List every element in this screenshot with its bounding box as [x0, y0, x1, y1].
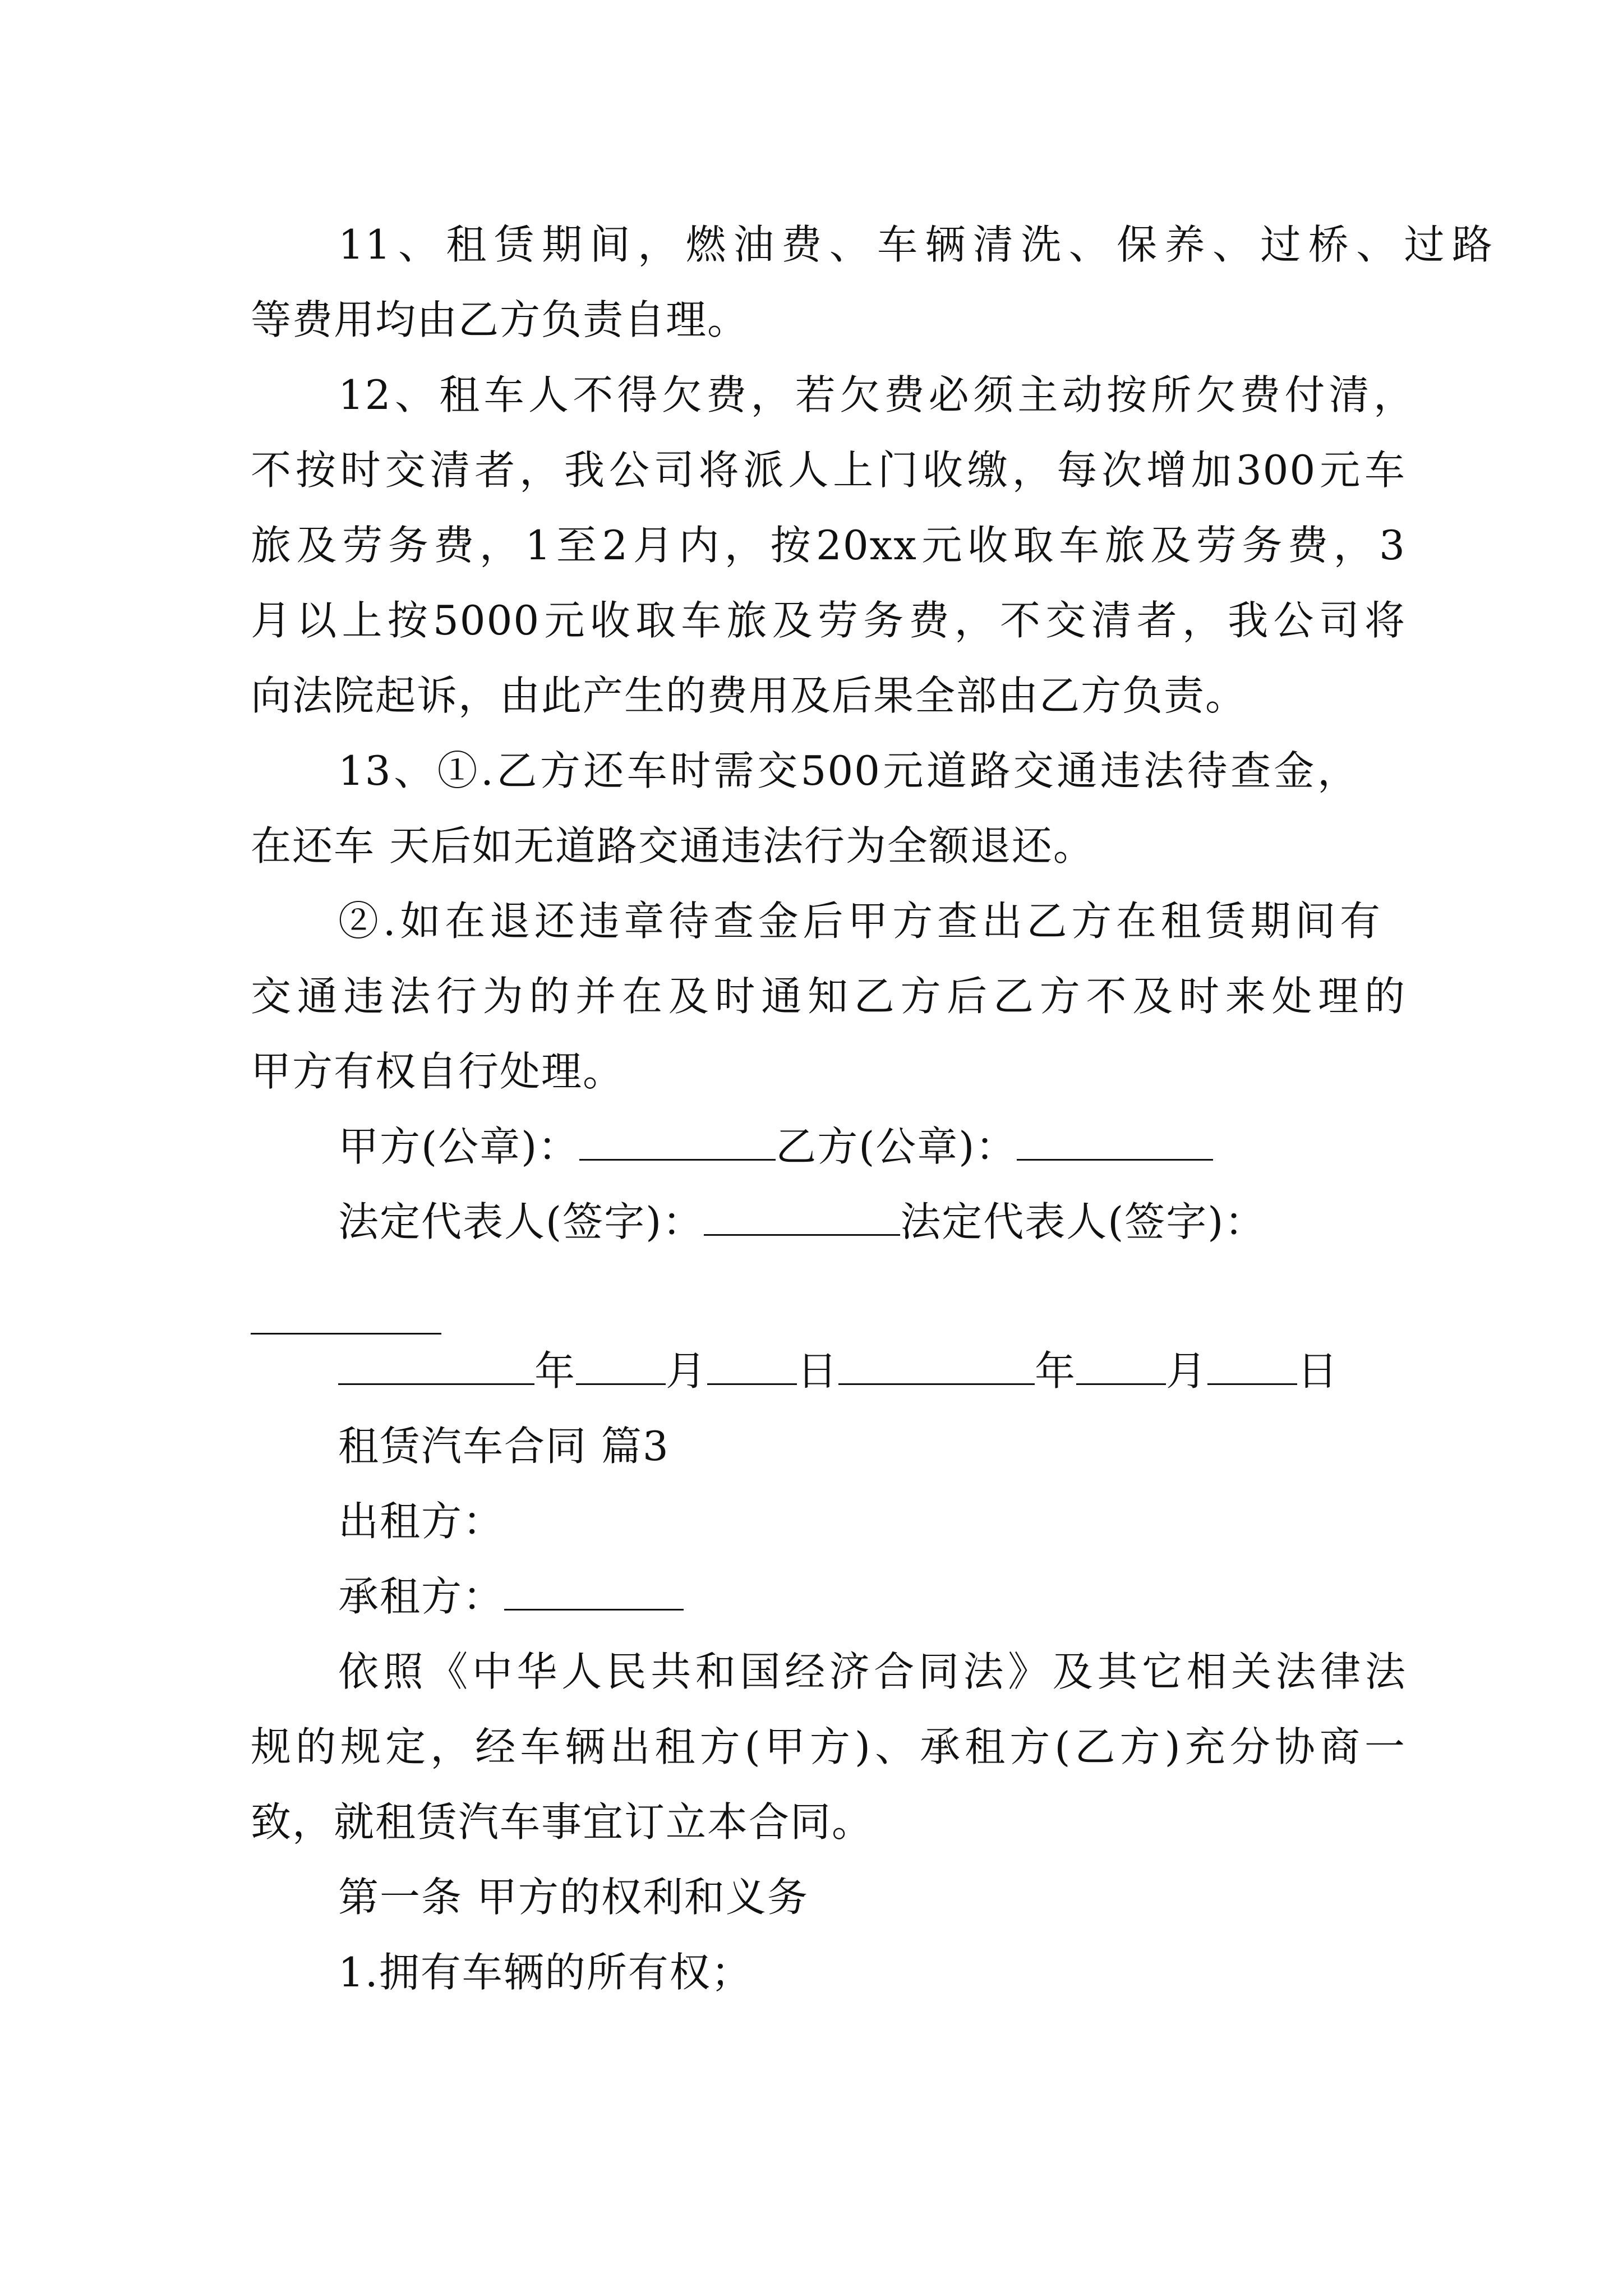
- clause-12-line-2: 不按时交清者，我公司将派人上门收缴，每次增加300元车: [251, 447, 1406, 494]
- party-b-seal-label: 乙方(公章)：: [776, 1123, 1017, 1170]
- month-b-label: 月: [1166, 1347, 1208, 1395]
- clause-13-line-4: 交通违法行为的并在及时通知乙方后乙方不及时来处理的: [251, 973, 1406, 1020]
- year-a-label: 年: [534, 1347, 577, 1395]
- party-a-seal-blank[interactable]: [579, 1124, 776, 1161]
- rep-a-blank[interactable]: [704, 1199, 900, 1236]
- article-1-item-1: 1.拥有车辆的所有权；: [338, 1949, 753, 1996]
- clause-13-line-5: 甲方有权自行处理。: [251, 1048, 625, 1095]
- clause-12-line-4: 月以上按5000元收取车旅及劳务费，不交清者，我公司将: [251, 597, 1406, 644]
- party-a-seal-label: 甲方(公章)：: [338, 1123, 580, 1170]
- rep-b-label: 法定代表人(签字)：: [900, 1198, 1266, 1245]
- clause-11-line-1: 11、租赁期间，燃油费、车辆清洗、保养、过桥、过路: [338, 221, 1493, 268]
- lessee-row: [338, 1570, 1493, 1623]
- clause-12-line-3: 旅及劳务费，1至2月内，按20xx元收取车旅及劳务费，3: [251, 522, 1406, 569]
- day-b-label: 日: [1297, 1347, 1339, 1395]
- month-b-blank[interactable]: [1076, 1349, 1166, 1385]
- seal-row: [338, 1120, 1493, 1174]
- rep-b-blank[interactable]: [251, 1333, 441, 1335]
- month-a-label: 月: [666, 1347, 708, 1395]
- representative-row: [338, 1195, 1493, 1249]
- lessor-label: 出租方：: [338, 1498, 505, 1545]
- lessee-label: 承租方：: [338, 1573, 505, 1620]
- rep-a-label: 法定代表人(签字)：: [338, 1198, 704, 1245]
- day-a-label: 日: [797, 1347, 839, 1395]
- year-b-blank[interactable]: [838, 1349, 1035, 1385]
- month-a-blank[interactable]: [576, 1349, 666, 1385]
- year-a-blank[interactable]: [338, 1349, 534, 1385]
- clause-11-line-2: 等费用均由乙方负责自理。: [251, 296, 749, 343]
- intro-line-2: 规的规定，经车辆出租方(甲方)、承租方(乙方)充分协商一: [251, 1723, 1406, 1770]
- day-a-blank[interactable]: [707, 1349, 797, 1385]
- clause-13-line-2: 在还车 天后如无道路交通违法行为全额退还。: [251, 822, 1095, 869]
- clause-12-line-1: 12、租车人不得欠费，若欠费必须主动按所欠费付清，: [338, 371, 1415, 418]
- article-1-title: 第一条 甲方的权利和义务: [338, 1874, 809, 1921]
- clause-12-line-5: 向法院起诉，由此产生的费用及后果全部由乙方负责。: [251, 672, 1247, 719]
- clause-13-line-1: 13、①.乙方还车时需交500元道路交通违法待查金，: [338, 747, 1359, 794]
- clause-13-line-3: ②.如在退还违章待查金后甲方查出乙方在租赁期间有: [338, 898, 1381, 945]
- year-b-label: 年: [1035, 1347, 1077, 1395]
- intro-line-3: 致，就租赁汽车事宜订立本合同。: [251, 1798, 874, 1846]
- lessee-blank[interactable]: [504, 1574, 684, 1611]
- day-b-blank[interactable]: [1207, 1349, 1297, 1385]
- date-row: [338, 1344, 1493, 1398]
- party-b-seal-blank[interactable]: [1017, 1124, 1213, 1161]
- intro-line-1: 依照《中华人民共和国经济合同法》及其它相关法律法: [338, 1648, 1407, 1695]
- section-3-title: 租赁汽车合同 篇3: [338, 1423, 670, 1470]
